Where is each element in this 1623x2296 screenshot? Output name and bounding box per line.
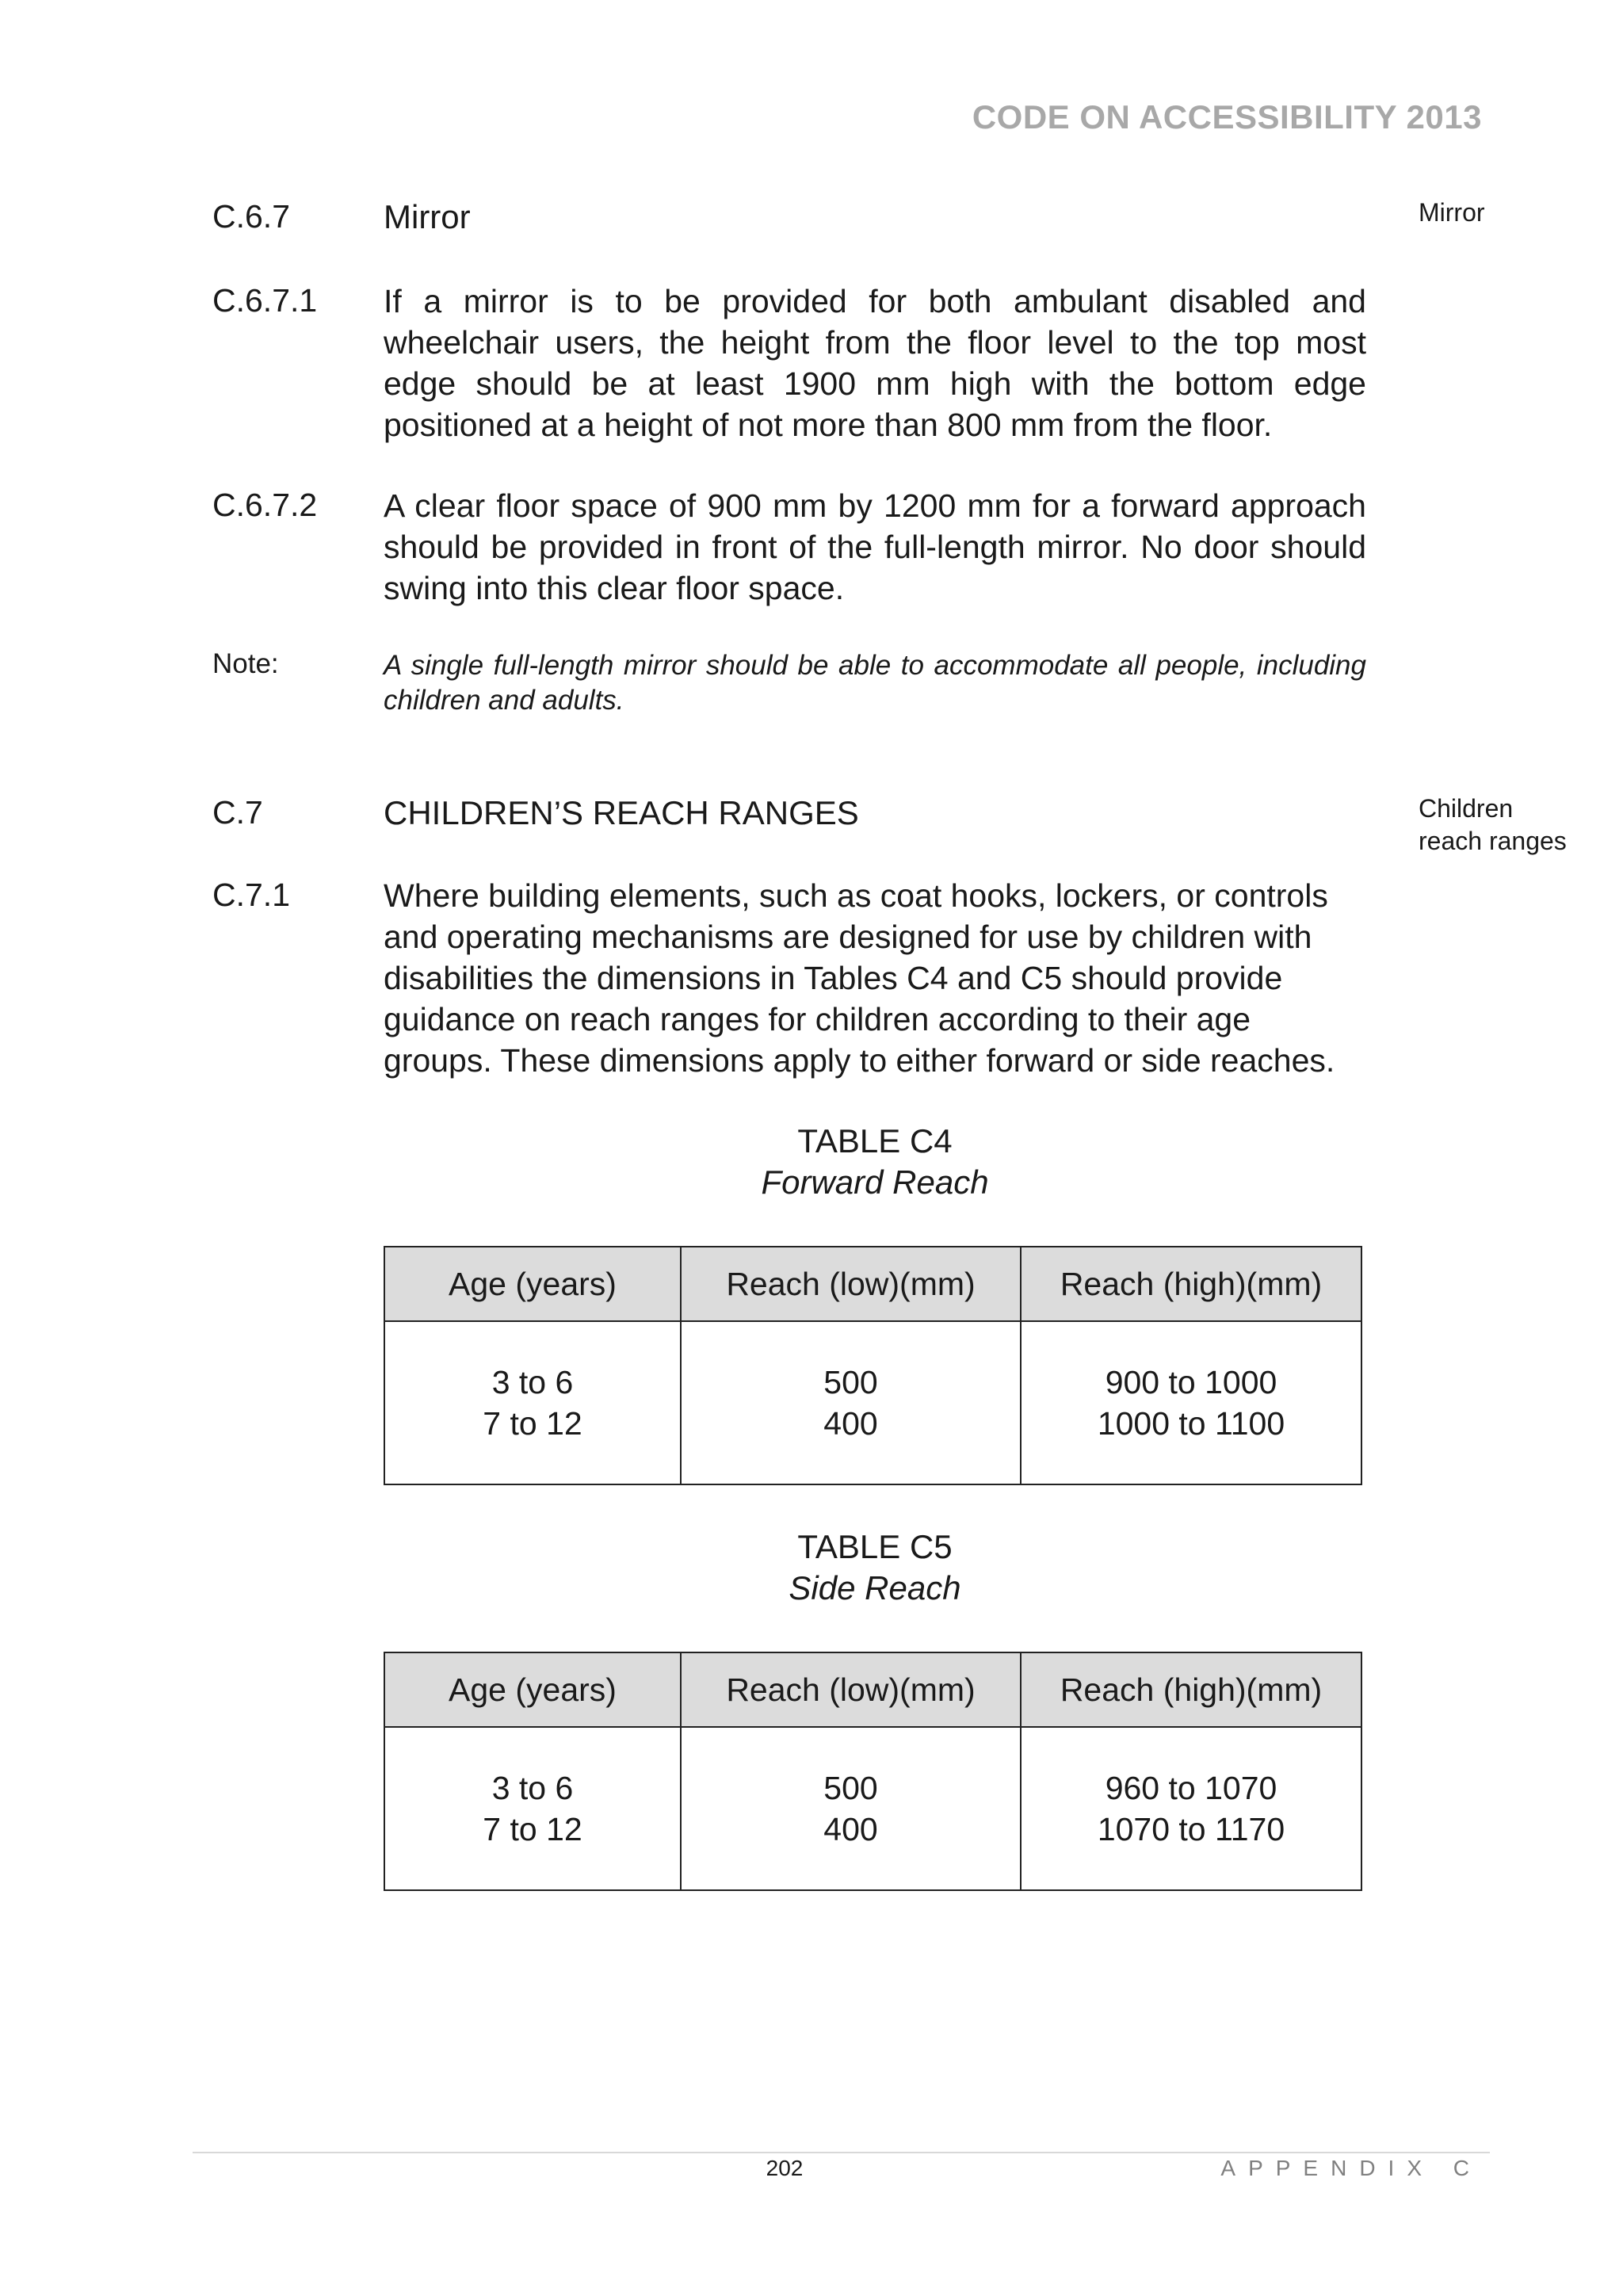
table-subtitle: Side Reach [789, 1569, 961, 1606]
column-header-reach-low: Reach (low)(mm) [681, 1652, 1021, 1727]
paragraph-number: C.6.7.1 [212, 282, 318, 319]
table-caption [384, 1526, 1366, 1609]
margin-note-mirror: Mirror [1419, 198, 1485, 227]
table-header-row [384, 1247, 1361, 1321]
cell-value: 3 to 6 [491, 1770, 574, 1806]
cell-value: 960 to 1070 [1105, 1770, 1277, 1806]
section-number: C.6.7 [212, 198, 290, 235]
table-row [384, 1727, 1361, 1890]
margin-note-children-reach: Children reach ranges [1419, 794, 1567, 855]
table-forward-reach [384, 1246, 1362, 1485]
cell-value: 900 to 1000 [1105, 1364, 1277, 1400]
cell-value: 400 [823, 1811, 878, 1847]
cell-value: 3 to 6 [491, 1364, 574, 1400]
table-row [384, 1321, 1361, 1484]
section-heading: CHILDREN’S REACH RANGES [384, 794, 859, 831]
table-caption [384, 1121, 1366, 1203]
cell-value: 1000 to 1100 [1097, 1405, 1285, 1442]
column-header-reach-high: Reach (high)(mm) [1021, 1652, 1361, 1727]
cell-value: 7 to 12 [483, 1811, 582, 1847]
table-header-row [384, 1652, 1361, 1727]
table-subtitle: Forward Reach [761, 1163, 989, 1201]
paragraph-number: C.7.1 [212, 877, 290, 913]
table-cell-reach-low [681, 1727, 1021, 1890]
footer-section-label: APPENDIX C [1220, 2156, 1482, 2180]
paragraph-text: A clear floor space of 900 mm by 1200 mm for a forward approach should be provided in front of the full-length mirror. No door should swing into this clear floor space. [384, 487, 1366, 606]
table-cell-reach-low [681, 1321, 1021, 1484]
table-side-reach [384, 1652, 1362, 1891]
table-cell-reach-high [1021, 1727, 1361, 1890]
cell-value: 400 [823, 1405, 878, 1442]
section-heading: Mirror [384, 198, 471, 235]
section-number: C.7 [212, 794, 263, 831]
note-text: A single full-length mirror should be able to accommodate all people, including children and adults. [384, 650, 1366, 716]
paragraph-text: If a mirror is to be provided for both ambulant disabled and wheelchair users, the height from the floor level to the top most edge should be at least 1900 mm high with the bottom edge positioned at a height of not more than 800 mm from the floor. [384, 283, 1366, 443]
table-cell-age [384, 1321, 681, 1484]
running-header-title: CODE ON ACCESSIBILITY 2013 [972, 98, 1482, 136]
cell-value: 500 [823, 1770, 878, 1806]
table-title: TABLE C4 [797, 1122, 953, 1159]
footer-divider [193, 2152, 1490, 2153]
table-cell-age [384, 1727, 681, 1890]
table-cell-reach-high [1021, 1321, 1361, 1484]
note-label: Note: [212, 648, 279, 679]
column-header-reach-high: Reach (high)(mm) [1021, 1247, 1361, 1321]
paragraph-number: C.6.7.2 [212, 487, 318, 523]
paragraph-text: Where building elements, such as coat hooks, lockers, or controls and operating mechanisms are designed for use by children with disabilities the dimensions in Tables C4 and C5 should provide guidance on reach ranges for children according to their age groups. These dimensions apply to either forward or side reaches. [384, 877, 1335, 1079]
page-number: 202 [766, 2156, 804, 2180]
column-header-age: Age (years) [384, 1247, 681, 1321]
cell-value: 1070 to 1170 [1097, 1811, 1285, 1847]
cell-value: 500 [823, 1364, 878, 1400]
column-header-age: Age (years) [384, 1652, 681, 1727]
column-header-reach-low: Reach (low)(mm) [681, 1247, 1021, 1321]
cell-value: 7 to 12 [483, 1405, 582, 1442]
table-title: TABLE C5 [797, 1528, 953, 1565]
